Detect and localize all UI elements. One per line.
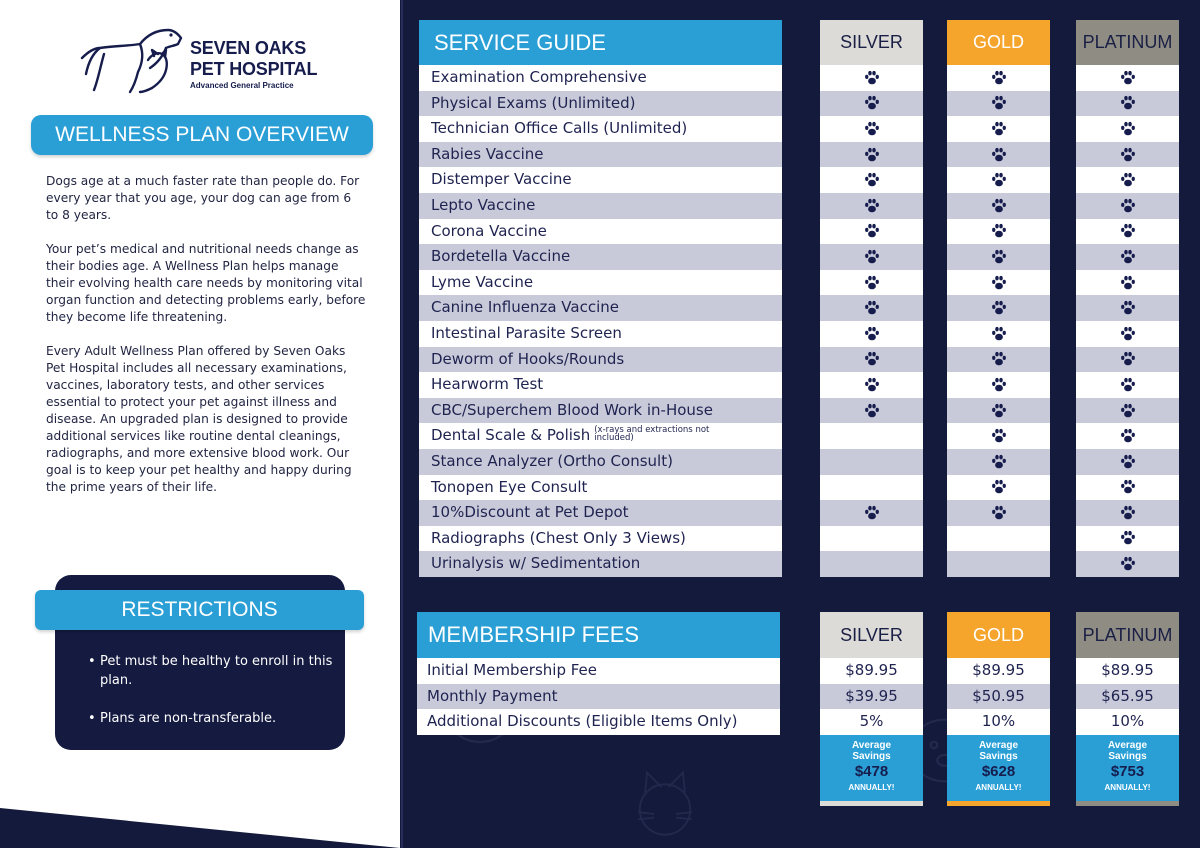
gold-cell — [947, 193, 1050, 219]
restriction-item: • Pet must be healthy to enroll in this plan. — [88, 652, 338, 690]
service-row — [419, 91, 782, 117]
silver-header: SILVER — [820, 20, 923, 65]
platinum-cell — [1076, 295, 1179, 321]
platinum-cell — [1076, 219, 1179, 245]
platinum-cell — [1076, 398, 1179, 424]
paw-icon — [990, 427, 1008, 445]
service-row — [419, 167, 782, 193]
paw-icon — [1119, 69, 1137, 87]
paw-icon — [863, 222, 881, 240]
paw-icon — [990, 299, 1008, 317]
paw-icon — [863, 504, 881, 522]
gold-fee-header: GOLD — [947, 612, 1050, 658]
silver-cell — [820, 449, 923, 475]
platinum-cell — [1076, 65, 1179, 91]
silver-fee-column — [820, 612, 923, 806]
paw-icon — [990, 69, 1008, 87]
gold-cell — [947, 526, 1050, 552]
paw-icon — [863, 325, 881, 343]
dog-cat-logo-icon — [78, 24, 190, 96]
service-name: Intestinal Parasite Screen — [431, 323, 622, 342]
savings-label: Average — [851, 739, 892, 751]
paw-icon — [1119, 171, 1137, 189]
platinum-cell — [1076, 347, 1179, 373]
gold-cell — [947, 270, 1050, 296]
overview-paragraph: Your pet’s medical and nutritional needs change as their bodies age. A Wellness Plan helps manage their evolving health care needs by monitoring vital organ function and detecting problems early, before they become life threatening. — [46, 242, 366, 324]
platinum-savings — [1076, 735, 1179, 806]
gold-cell — [947, 219, 1050, 245]
savings-amount: $628 — [981, 762, 1016, 780]
brand-tagline: Advanced General Practice — [190, 81, 294, 90]
savings-label: Savings — [979, 750, 1018, 762]
gold-header: GOLD — [947, 20, 1050, 65]
platinum-cell — [1076, 551, 1179, 577]
brand-logo — [78, 24, 338, 96]
silver-cell — [820, 321, 923, 347]
platinum-cell — [1076, 321, 1179, 347]
savings-amount: $753 — [1110, 762, 1145, 780]
restrictions-list — [88, 652, 338, 747]
paw-icon — [1119, 120, 1137, 138]
paw-icon — [863, 197, 881, 215]
paw-icon — [1119, 146, 1137, 164]
service-list — [419, 65, 782, 577]
brand-line1: SEVEN OAKS — [190, 38, 307, 58]
service-row — [419, 500, 782, 526]
fee-value: 10% — [1076, 709, 1179, 735]
page-fold — [401, 0, 403, 848]
service-row — [419, 347, 782, 373]
platinum-header: PLATINUM — [1076, 20, 1179, 65]
paw-icon — [990, 478, 1008, 496]
brand-line2: PET HOSPITAL — [190, 59, 318, 79]
paw-icon — [1119, 94, 1137, 112]
service-name: 10%Discount at Pet Depot — [431, 503, 629, 522]
silver-cell — [820, 551, 923, 577]
paw-icon — [1119, 248, 1137, 266]
paw-icon — [990, 222, 1008, 240]
service-name: Rabies Vaccine — [431, 144, 544, 163]
paw-icon — [1119, 325, 1137, 343]
paw-icon — [863, 120, 881, 138]
service-name: Deworm of Hooks/Rounds — [431, 349, 625, 368]
fee-value: 10% — [947, 709, 1050, 735]
fee-value: $89.95 — [947, 658, 1050, 684]
overview-paragraph: Dogs age at a much faster rate than people do. For every year that you age, your dog can age from 6 to 8 years. — [46, 174, 360, 222]
fee-value: $39.95 — [820, 684, 923, 710]
gold-cell — [947, 295, 1050, 321]
paw-icon — [863, 248, 881, 266]
silver-fee-header: SILVER — [820, 612, 923, 658]
service-name: Technician Office Calls (Unlimited) — [431, 119, 688, 138]
savings-suffix: ANNUALLY! — [1104, 782, 1151, 792]
paw-icon — [1119, 376, 1137, 394]
fee-value: $89.95 — [1076, 658, 1179, 684]
gold-cell — [947, 347, 1050, 373]
fee-list — [417, 658, 780, 735]
paw-icon — [990, 197, 1008, 215]
paw-icon — [1119, 529, 1137, 547]
platinum-cell — [1076, 91, 1179, 117]
gold-cell — [947, 551, 1050, 577]
gold-cell — [947, 116, 1050, 142]
paw-icon — [990, 350, 1008, 368]
fee-label: Initial Membership Fee — [417, 658, 780, 684]
service-name: Corona Vaccine — [431, 221, 547, 240]
gold-cell — [947, 91, 1050, 117]
fee-value: $50.95 — [947, 684, 1050, 710]
paw-icon — [863, 274, 881, 292]
paw-icon — [990, 504, 1008, 522]
silver-savings — [820, 735, 923, 806]
service-row — [419, 65, 782, 91]
silver-cell — [820, 167, 923, 193]
service-name: Radiographs (Chest Only 3 Views) — [431, 528, 686, 547]
fee-value: $89.95 — [820, 658, 923, 684]
savings-suffix: ANNUALLY! — [848, 782, 895, 792]
service-row — [419, 449, 782, 475]
service-name: Lepto Vaccine — [431, 195, 536, 214]
paw-icon — [863, 350, 881, 368]
paw-icon — [990, 94, 1008, 112]
service-name: Examination Comprehensive — [431, 68, 647, 86]
wellness-overview-title: WELLNESS PLAN OVERVIEW — [31, 115, 373, 155]
service-row — [419, 142, 782, 168]
silver-cell — [820, 65, 923, 91]
overview-text — [46, 173, 366, 513]
service-row — [419, 116, 782, 142]
paw-icon — [1119, 299, 1137, 317]
paw-icon — [1119, 478, 1137, 496]
platinum-cell — [1076, 449, 1179, 475]
corner-decoration — [0, 788, 400, 848]
paw-icon — [863, 94, 881, 112]
platinum-fee-header: PLATINUM — [1076, 612, 1179, 658]
platinum-column — [1076, 20, 1179, 577]
service-name: Hearworm Test — [431, 375, 544, 394]
platinum-cell — [1076, 244, 1179, 270]
silver-cell — [820, 193, 923, 219]
service-guide-title: SERVICE GUIDE — [419, 20, 782, 65]
platinum-cell — [1076, 423, 1179, 449]
silver-cell — [820, 219, 923, 245]
paw-icon — [1119, 402, 1137, 420]
platinum-cell — [1076, 116, 1179, 142]
paw-icon — [1119, 504, 1137, 522]
paw-icon — [863, 376, 881, 394]
gold-cell — [947, 398, 1050, 424]
savings-label: Average — [978, 739, 1019, 751]
platinum-cell — [1076, 193, 1179, 219]
gold-cell — [947, 167, 1050, 193]
service-row — [419, 372, 782, 398]
service-name: Canine Influenza Vaccine — [431, 298, 619, 317]
silver-cell — [820, 295, 923, 321]
service-name: Distemper Vaccine — [431, 170, 572, 189]
gold-cell — [947, 65, 1050, 91]
paw-icon — [1119, 222, 1137, 240]
service-row — [419, 193, 782, 219]
gold-column — [947, 20, 1050, 577]
gold-cell — [947, 475, 1050, 501]
silver-cell — [820, 423, 923, 449]
platinum-cell — [1076, 142, 1179, 168]
savings-suffix: ANNUALLY! — [975, 782, 1022, 792]
silver-cell — [820, 500, 923, 526]
service-name: Stance Analyzer (Ortho Consult) — [431, 451, 673, 470]
silver-column — [820, 20, 923, 577]
cat-doodle-icon — [620, 760, 710, 848]
paw-icon — [1119, 274, 1137, 292]
gold-cell — [947, 449, 1050, 475]
service-name: Dental Scale & Polish — [431, 426, 591, 445]
fee-value: $65.95 — [1076, 684, 1179, 710]
platinum-cell — [1076, 526, 1179, 552]
paw-icon — [990, 453, 1008, 471]
paw-icon — [863, 69, 881, 87]
savings-amount: $478 — [854, 762, 889, 780]
paw-icon — [990, 171, 1008, 189]
service-name: Physical Exams (Unlimited) — [431, 93, 636, 112]
savings-label: Savings — [852, 750, 891, 762]
paw-icon — [1119, 350, 1137, 368]
overview-paragraph: Every Adult Wellness Plan offered by Seven Oaks Pet Hospital includes all necessary examinations, vaccines, laboratory tests, and other services essential to protect your pet against illness and disease. An upgraded plan is designed to provide additional services like routine dental cleanings, radiographs, and more extensive blood work. Our goal is to keep your pet healthy and happy during the prime years of their life. — [46, 344, 352, 494]
platinum-cell — [1076, 167, 1179, 193]
paw-icon — [990, 248, 1008, 266]
service-name: Tonopen Eye Consult — [431, 477, 588, 496]
fee-label: Monthly Payment — [417, 684, 780, 710]
gold-cell — [947, 244, 1050, 270]
service-note: (x-rays and extractions not included) — [594, 424, 710, 443]
paw-icon — [990, 376, 1008, 394]
gold-cell — [947, 142, 1050, 168]
service-row — [419, 321, 782, 347]
paw-icon — [990, 120, 1008, 138]
service-row — [419, 398, 782, 424]
service-row — [419, 551, 782, 577]
silver-cell — [820, 372, 923, 398]
silver-cell — [820, 347, 923, 373]
gold-cell — [947, 321, 1050, 347]
savings-label: Savings — [1108, 750, 1147, 762]
fee-value: 5% — [820, 709, 923, 735]
platinum-cell — [1076, 270, 1179, 296]
gold-cell — [947, 372, 1050, 398]
service-name: Urinalysis w/ Sedimentation — [431, 554, 641, 573]
service-row — [419, 219, 782, 245]
silver-cell — [820, 475, 923, 501]
platinum-cell — [1076, 372, 1179, 398]
service-row — [419, 244, 782, 270]
service-row — [419, 526, 782, 552]
service-name: Lyme Vaccine — [431, 272, 534, 291]
membership-fees-title: MEMBERSHIP FEES — [417, 612, 780, 658]
paw-icon — [863, 402, 881, 420]
paw-icon — [1119, 427, 1137, 445]
gold-savings — [947, 735, 1050, 806]
paw-icon — [990, 146, 1008, 164]
restriction-item: • Plans are non-transferable. — [88, 709, 338, 728]
service-row — [419, 270, 782, 296]
paw-icon — [863, 171, 881, 189]
paw-icon — [1119, 197, 1137, 215]
paw-icon — [863, 146, 881, 164]
silver-cell — [820, 270, 923, 296]
platinum-fee-column — [1076, 612, 1179, 806]
paw-icon — [990, 274, 1008, 292]
service-name: Bordetella Vaccine — [431, 247, 571, 266]
gold-cell — [947, 423, 1050, 449]
silver-cell — [820, 116, 923, 142]
gold-fee-column — [947, 612, 1050, 806]
paw-icon — [1119, 555, 1137, 573]
paw-icon — [990, 402, 1008, 420]
silver-cell — [820, 526, 923, 552]
gold-cell — [947, 500, 1050, 526]
restrictions-title: RESTRICTIONS — [35, 590, 364, 630]
brand-name — [190, 38, 317, 90]
silver-cell — [820, 398, 923, 424]
service-row — [419, 475, 782, 501]
savings-label: Average — [1107, 739, 1148, 751]
platinum-cell — [1076, 475, 1179, 501]
silver-cell — [820, 142, 923, 168]
paw-icon — [990, 325, 1008, 343]
paw-icon — [1119, 453, 1137, 471]
service-row — [419, 423, 782, 449]
service-row — [419, 295, 782, 321]
fee-label: Additional Discounts (Eligible Items Only) — [417, 709, 780, 735]
silver-cell — [820, 244, 923, 270]
silver-cell — [820, 91, 923, 117]
paw-icon — [863, 299, 881, 317]
service-name: CBC/Superchem Blood Work in-House — [431, 400, 713, 419]
platinum-cell — [1076, 500, 1179, 526]
